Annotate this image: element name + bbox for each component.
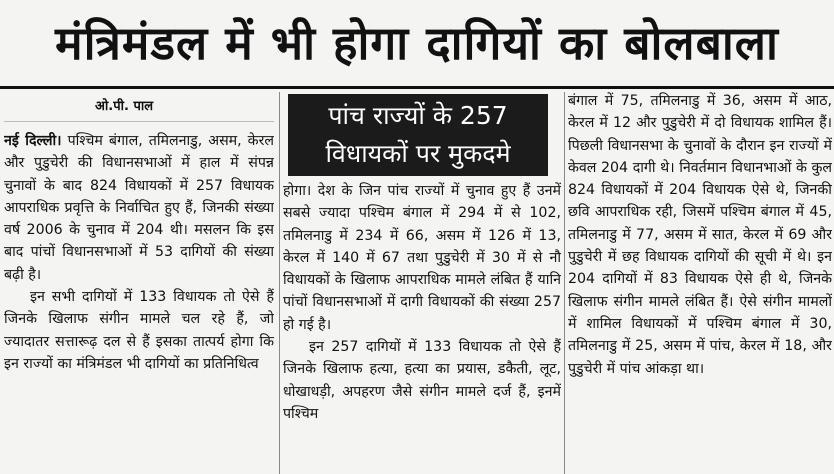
pull-quote-line1: पांच राज्यों के 257 xyxy=(328,101,508,130)
column-divider xyxy=(279,92,280,474)
paragraph: बंगाल में 75, तमिलनाडु में 36, असम में आठ, केरल में 12 और पुडुचेरी में दो विधायक शामिल हैं। पिछली विधानसभा के चुनावों के दौरान इन राज्यों में केवल 204 दागी थे। निवर्तमान विधानभाओं के कुल 824 विधायकों में 204 विधायक ऐसे थे, जिनकी छवि आपराधिक रही, जिसमें पश्चिम बंगाल में 45, तमिलनाडु में 77, असम में सात, केरल में 69 और पुडुचेरी में छह विधायक दागियों की सूची में थे। इन 204 दागियों में 83 विधायक ऐसे ही थे, जिनके खिलाफ संगीन मामले लंबित हैं। ऐसे संगीन मामलों में शामिल विधायकों में पश्चिम बंगाल में 30, तमिलनाडु में 25, असम में पांच, केरल में 18, और पुडुचेरी में पांच आंकड़ा था। xyxy=(568,93,832,377)
pull-quote-line2: विधायकों पर मुकदमे xyxy=(325,139,511,168)
dateline: नई दिल्ली। xyxy=(4,133,62,149)
pull-quote-box xyxy=(288,94,548,176)
article-column-2 xyxy=(283,180,561,474)
headline-rule xyxy=(0,86,834,89)
article-column-3 xyxy=(568,90,832,474)
article-column-1 xyxy=(4,130,274,474)
paragraph: इन सभी दागियों में 133 विधायक तो ऐसे हैं जिनके खिलाफ संगीन मामले चल रहे हैं, जो ज्यादातर सत्तारूढ़ दल से हैं इसका तात्पर्य होगा कि इन राज्यों का मंत्रिमंडल भी दागियों का प्रतिनिधित्व xyxy=(4,289,274,372)
paragraph xyxy=(4,130,274,286)
column-divider xyxy=(564,92,565,474)
byline: ओ.पी. पाल xyxy=(95,99,154,114)
headline: मंत्रिमंडल में भी होगा दागियों का बोलबाला xyxy=(55,16,779,70)
paragraph-text: पश्चिम बंगाल, तमिलनाडु, असम, केरल और पुडुचेरी की विधानसभाओं में हाल में संपन्न चुनावों के बाद 824 विधायकों में 257 विधायक आपराधिक प्रवृत्ति के निर्वाचित हुए हैं, जिनकी संख्या वर्ष 2006 के चुनाव में 204 थी। मसलन कि इस बाद पांचों विधानसभाओं में 53 दागियों की संख्या बढ़ी है। xyxy=(4,133,274,283)
paragraph: इन 257 दागियों में 133 विधायक तो ऐसे हैं जिनके खिलाफ हत्या, हत्या का प्रयास, डकैती, लूट, धोखाधड़ी, अपहरण जैसे संगीन मामले दर्ज हैं, इनमें पश्चिम xyxy=(283,339,561,422)
paragraph: होगा। देश के जिन पांच राज्यों में चुनाव हुए हैं उनमें सबसे ज्यादा पश्चिम बंगाल में 294 में से 102, तमिलनाडु में 234 में 66, असम में 126 में 13, केरल में 140 में 67 तथा पुडुचेरी में 30 में से नौ विधायकों के खिलाफ आपराधिक मामले लंबित हैं यानि पांचों विधानसभाओं में दागी विधायकों की संख्या 257 हो गई है। xyxy=(283,183,561,333)
byline-rule xyxy=(4,121,274,122)
